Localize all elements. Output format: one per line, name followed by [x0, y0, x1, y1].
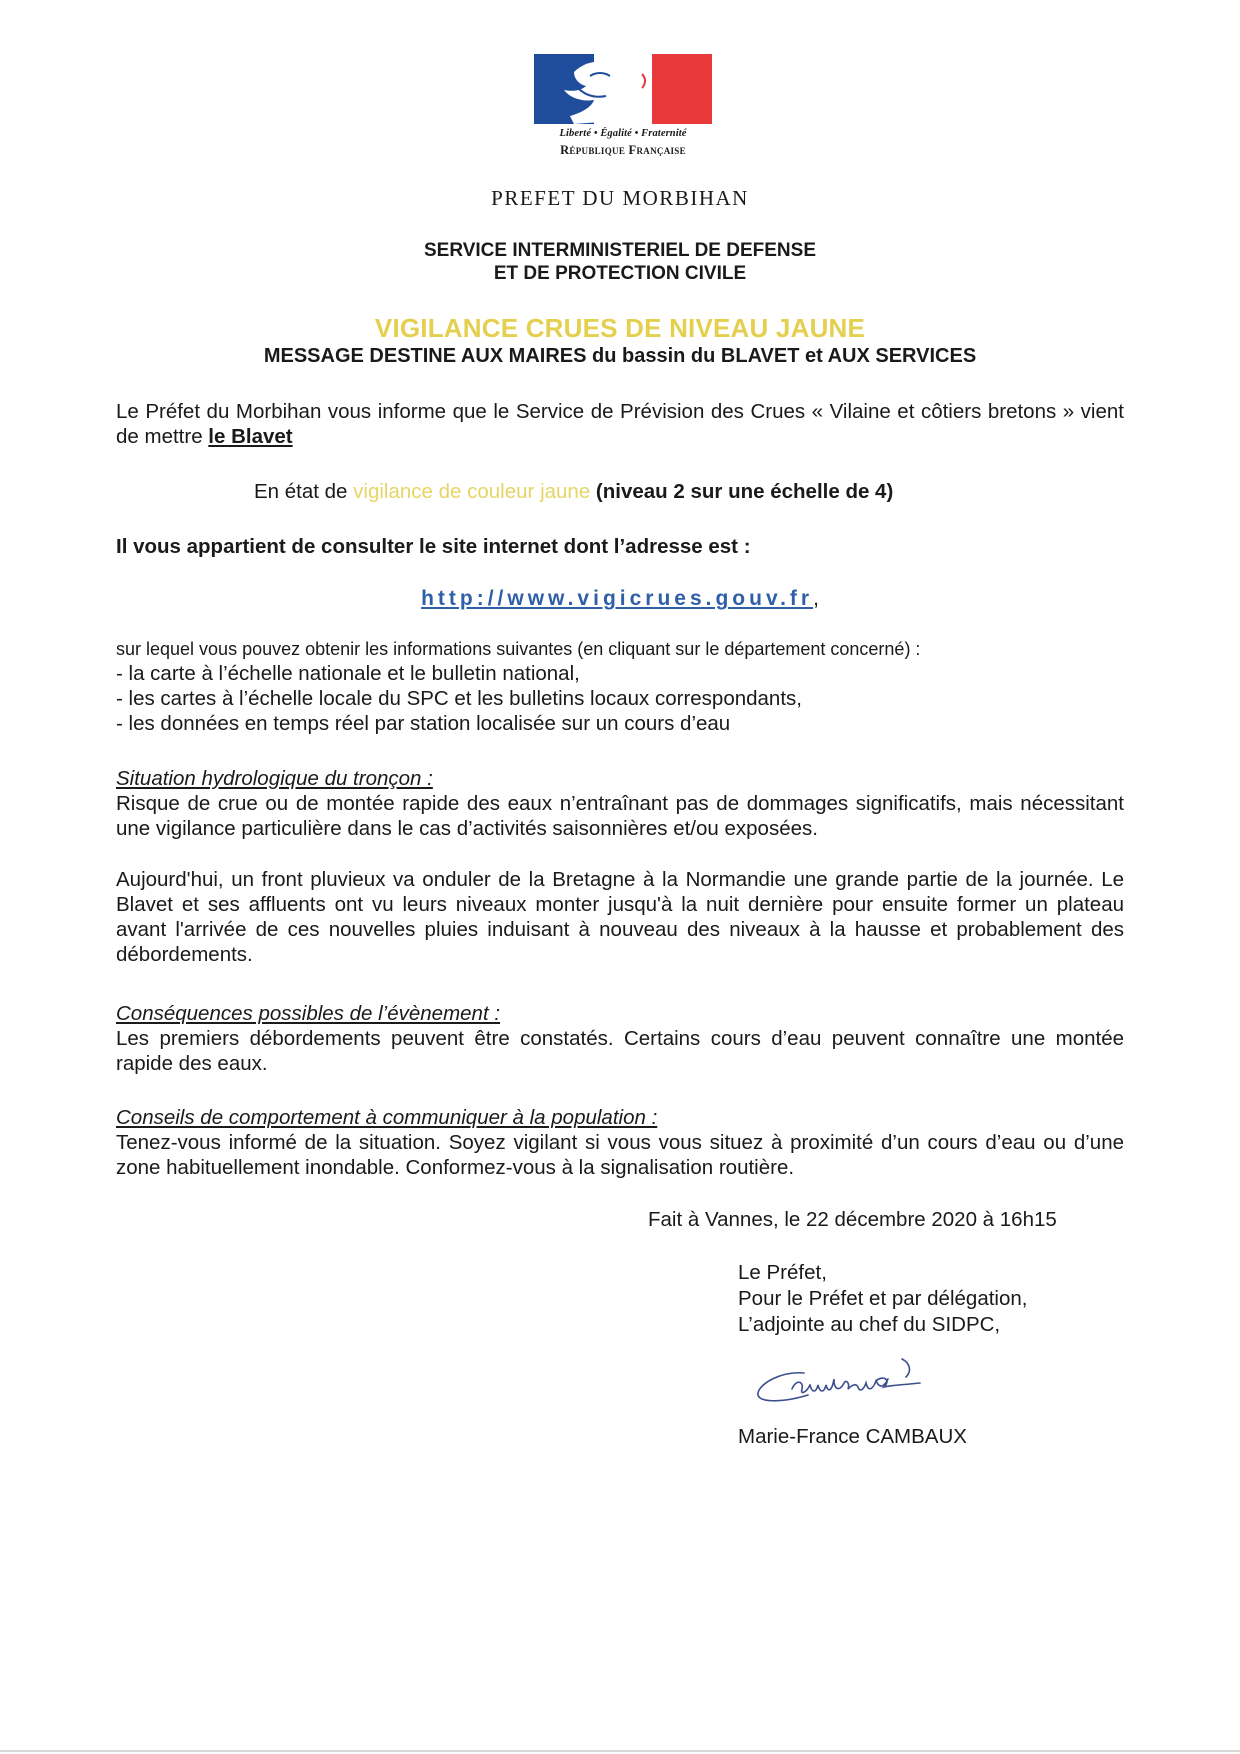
advice-text: Tenez-vous informé de la situation. Soyez vigilant si vous vous situez à proximité d’un cours d’eau ou d’une zone habituellement inondable. Conformez-vous à la signalisation routière. [116, 1131, 1124, 1179]
state-suffix: (niveau 2 sur une échelle de 4) [590, 480, 894, 503]
signoff-line-3: L’adjointe au chef du SIDPC, [738, 1313, 1001, 1336]
logo-motto: Liberté • Égalité • Fraternité [559, 128, 687, 139]
list-item: - les cartes à l’échelle locale du SPC et les bulletins locaux correspondants, [116, 687, 802, 710]
republique-francaise-logo [534, 54, 712, 158]
info-intro: sur lequel vous pouvez obtenir les informations suivantes (en cliquant sur le département concerné) : [116, 639, 921, 659]
state-prefix: En état de [254, 480, 354, 503]
message-heading [0, 345, 1240, 368]
logo-republic-label: République Française [560, 143, 686, 157]
vigilance-state-line [254, 480, 893, 504]
marianne-flag-icon [534, 54, 712, 124]
today-paragraph: Aujourd'hui, un front pluvieux va onduler de la Bretagne à la Normandie une grande partie de la journée. Le Blavet et ses affluents ont vu leurs niveaux monter jusqu'à la nuit dernière pour ensuite former un plateau avant l'arrivée de ces nouvelles pluies induisant à nouveau des niveaux à la hausse et probablement des débordements. [116, 868, 1124, 966]
situation-heading: Situation hydrologique du tronçon : [116, 767, 433, 790]
consequences-heading: Conséquences possibles de l’évènement : [116, 1002, 501, 1025]
consult-line: Il vous appartient de consulter le site internet dont l’adresse est : [116, 535, 751, 558]
intro-river: le Blavet [208, 425, 293, 448]
website-trail: , [813, 587, 819, 610]
service-line-2: ET DE PROTECTION CIVILE [493, 263, 747, 284]
advice-heading: Conseils de comportement à communiquer à la population : [116, 1106, 658, 1129]
intro-text: Le Préfet du Morbihan vous informe que le Service de Prévision des Crues « Vilaine et côtiers bretons » vient de mettre [116, 400, 1124, 448]
consequences-text: Les premiers débordements peuvent être constatés. Certains cours d’eau peuvent connaître une montée rapide des eaux. [116, 1027, 1124, 1075]
message-end-part: BLAVET et AUX SERVICES [720, 345, 977, 367]
signoff-line-2: Pour le Préfet et par délégation, [738, 1287, 1028, 1310]
list-item: - la carte à l’échelle nationale et le bulletin national, [116, 662, 580, 685]
signatory-name: Marie-France CAMBAUX [738, 1425, 967, 1448]
place-date: Fait à Vannes, le 22 décembre 2020 à 16h15 [648, 1208, 1057, 1231]
handwritten-signature [752, 1349, 942, 1419]
page-bottom-edge [0, 1750, 1240, 1752]
info-list [116, 661, 1124, 736]
vigilance-title: VIGILANCE CRUES DE NIVEAU JAUNE [374, 313, 866, 343]
message-mid-part: du bassin du [586, 345, 721, 367]
message-bold-part: MESSAGE DESTINE AUX MAIRES [263, 345, 587, 367]
signoff-line-1: Le Préfet, [738, 1261, 827, 1284]
website-line [0, 587, 1240, 611]
state-level: vigilance de couleur jaune [353, 480, 591, 503]
signoff-block [738, 1260, 1027, 1338]
intro-paragraph [116, 399, 1124, 449]
list-item: - les données en temps réel par station localisée sur un cours d’eau [116, 712, 731, 735]
service-line-1: SERVICE INTERMINISTERIEL DE DEFENSE [423, 240, 817, 261]
prefet-heading: PREFET DU MORBIHAN [491, 186, 749, 210]
vigicrues-link[interactable]: http://www.vigicrues.gouv.fr [421, 587, 814, 610]
situation-text: Risque de crue ou de montée rapide des eaux n’entraînant pas de dommages significatifs, mais nécessitant une vigilance particulière dans le cas d’activités saisonnières et/ou exposées. [116, 792, 1124, 840]
